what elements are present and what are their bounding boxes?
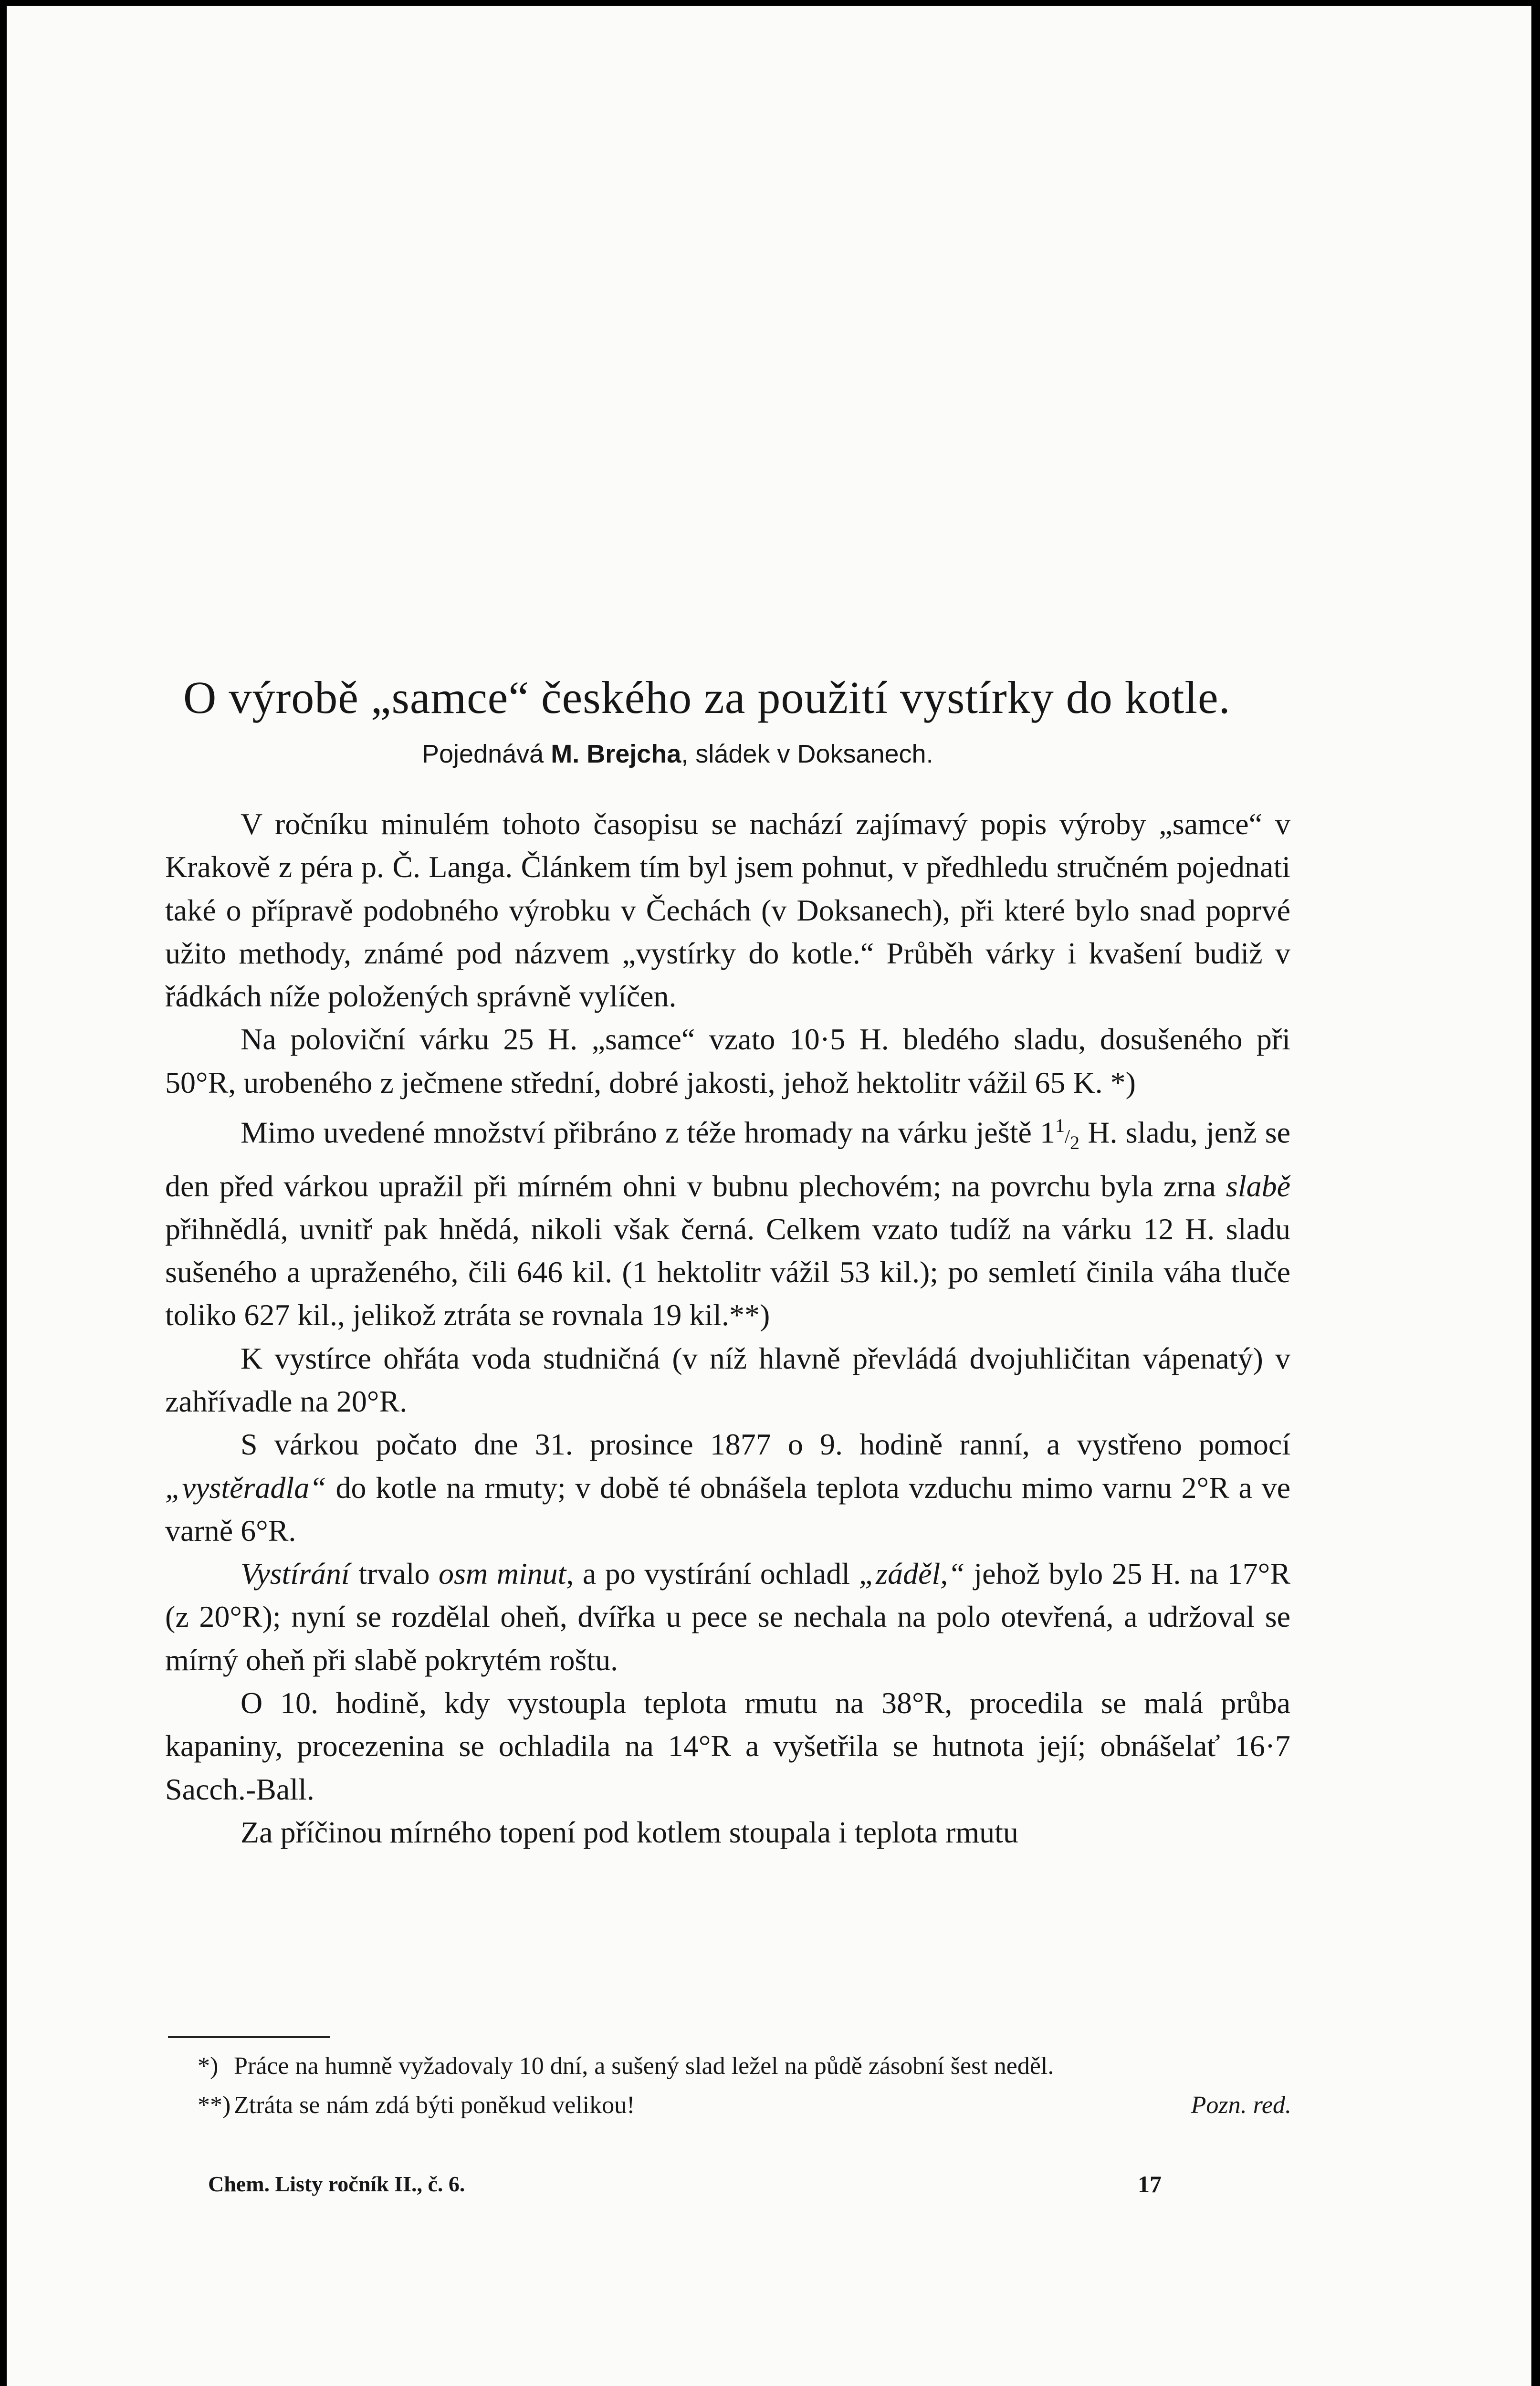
paragraph-6-text: , a po vystírání ochladl	[566, 1557, 859, 1591]
fraction-denominator: 2	[1070, 1132, 1080, 1154]
paragraph-5-text: do kotle na rmuty; v době té obnášela teplota vzduchu mimo varnu 2°R a ve varně 6°R.	[165, 1470, 1290, 1548]
byline-prefix: Pojednává	[422, 740, 551, 768]
paragraph-2: Na poloviční várku 25 H. „samce“ vzato 10·5 H. bledého sladu, dosušeného při 50°R, urobeného z ječmene střední, dobré jakosti, jehož hektolitr vážil 65 K. *)	[165, 1022, 1290, 1099]
paragraph-4: K vystírce ohřáta voda studničná (v níž hlavně převládá dvojuhličitan vápenatý) v zahřívadle na 20°R.	[165, 1341, 1290, 1418]
paragraph-7: O 10. hodině, kdy vystoupla teplota rmutu na 38°R, procedila se malá průba kapaniny, procezenina se ochladila na 14°R a vyšetřila se hutnota její; obnášelať 16·7 Sacch.-Ball.	[165, 1686, 1290, 1806]
footnote-1	[198, 2048, 1291, 2084]
footnotes	[198, 2048, 1291, 2124]
paragraph-5	[165, 1423, 1290, 1552]
paragraph-5-emphasis: „vystěradla“	[165, 1470, 326, 1505]
paragraph-3-emphasis: slabě	[1226, 1169, 1290, 1203]
fraction-numerator: 1	[1055, 1115, 1065, 1137]
article-title: O výrobě „samce“ českého za použití vystírky do kotle.	[183, 672, 1231, 723]
byline-suffix: , sládek v Doksanech.	[681, 740, 933, 768]
footnote-1-text: Práce na humně vyžadovaly 10 dní, a sušený slad ležel na půdě zásobní šest neděl.	[234, 2052, 1054, 2080]
paragraph-6-emphasis: osm minut	[439, 1557, 566, 1591]
editor-note: Pozn. red.	[1191, 2092, 1291, 2119]
paragraph-1: V ročníku minulém tohoto časopisu se nachází zajímavý popis výroby „samce“ v Krakově z péra p. Č. Langa. Článkem tím byl jsem pohnut, v předhledu stručném pojednati také o přípravě podobného výrobku v Čechách (v Doksanech), při které bylo snad poprvé užito methody, známé pod názvem „vystírky do kotle.“ Průběh várky i kvašení budiž v řádkách níže položených správně vylíčen.	[165, 807, 1290, 1014]
footnote-2-text: Ztráta se nám zdá býti poněkud velikou!	[234, 2092, 635, 2119]
paragraph-6-text: trvalo	[349, 1557, 439, 1591]
paragraph-6-emphasis: Vystírání	[241, 1557, 350, 1591]
byline	[422, 739, 1185, 769]
paragraph-3: Mimo uvedené množství přibráno z téže hromady na várku ještě $1^1/_2$ H. sladu, jenž se den před várkou upražil při mírném ohni v bubnu plechovém; na povrchu byla zrna slabě přihnědlá, uvnitř pak hnědá, nikoli však černá. Celkem vzato tudíž na várku 12 H. sladu sušeného a upraženého, čili 646 kil. (1 hektolitr vážil 53 kil.); po semletí činila váha tluče toliko 627 kil., jelikož ztráta se rovnala 19 kil.**)	[165, 1115, 1290, 1332]
journal-reference: Chem. Listy ročník II., č. 6.	[208, 2172, 465, 2196]
paragraph-5-text: S várkou počato dne 31. prosince 1877 o 9. hodině ranní, a vystřeno pomocí	[241, 1427, 1290, 1462]
paragraph-3-text: H. sladu, jenž se den před várkou upražil při mírném ohni v bubnu plechovém; na povrchu byla zrna	[165, 1115, 1290, 1203]
paragraph-8: Za příčinou mírného topení pod kotlem stoupala i teplota rmutu	[241, 1815, 1018, 1849]
footnote-2	[198, 2087, 1291, 2124]
paragraph-3-text: Mimo uvedené množství přibráno z téže hromady na várku ještě 1	[241, 1115, 1056, 1150]
footnote-2-mark: **)	[198, 2092, 231, 2119]
paragraph-6-text: jehož bylo 25 H. na 17°R (z 20°R); nyní se rozdělal oheň, dvířka u pece se nechala na polo otevřená, a udržoval se mírný oheň při slabě pokrytém roštu.	[165, 1557, 1291, 1677]
paragraph-6	[165, 1552, 1290, 1682]
paragraph-3-text: přihnědlá, uvnitř pak hnědá, nikoli však černá. Celkem vzato tudíž na várku 12 H. sladu sušeného a upraženého, čili 646 kil. (1 hektolitr vážil 53 kil.); po semletí činila váha tluče toliko 627 kil., jelikož ztráta se rovnala 19 kil.**)	[165, 1212, 1290, 1332]
byline-author: M. Brejcha	[551, 740, 681, 768]
document-page	[7, 6, 1531, 2386]
article-body	[165, 803, 1290, 1854]
paragraph-6-emphasis: „záděl,“	[859, 1557, 965, 1591]
footnote-divider	[168, 2036, 330, 2038]
page-number: 17	[1138, 2171, 1162, 2198]
footnote-1-mark: *)	[198, 2052, 219, 2080]
